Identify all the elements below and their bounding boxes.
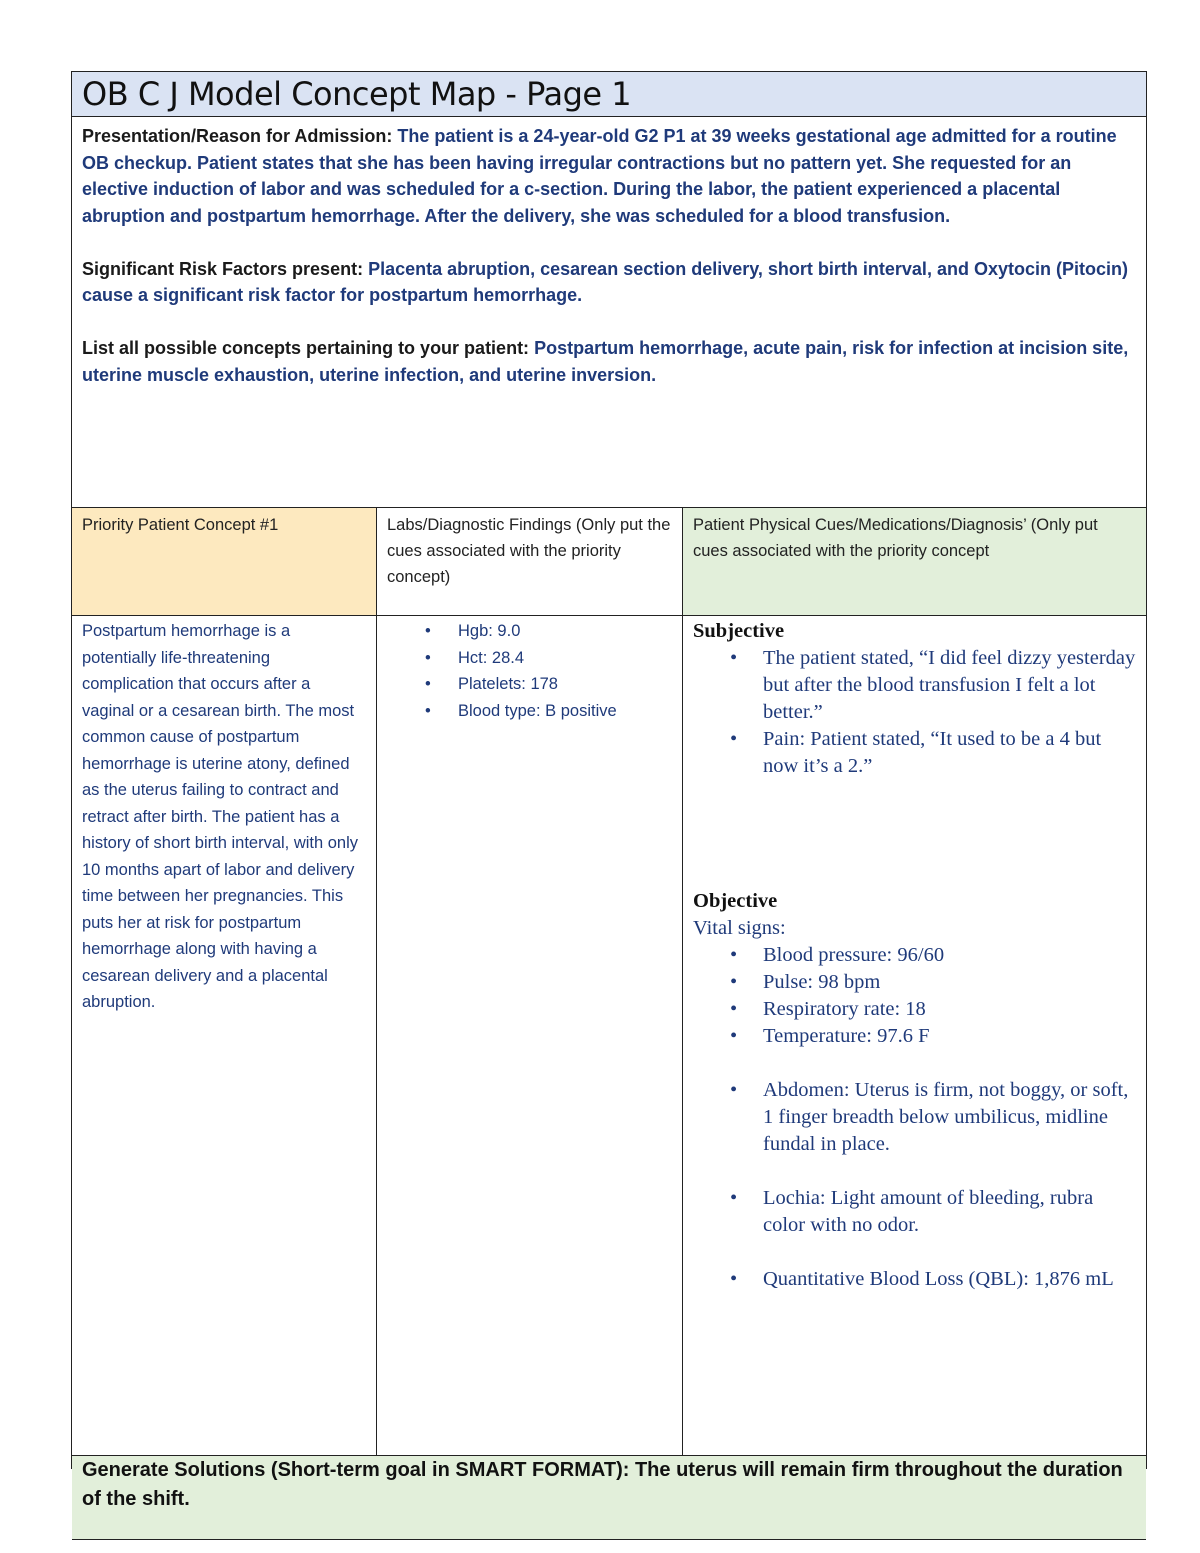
goal-text: The uterus will remain firm throughout the duration of the shift.: [82, 1459, 1123, 1510]
vital-sign: Temperature: 97.6 F: [763, 1025, 930, 1047]
physical-cues-cell: [683, 616, 1146, 1456]
lochia-cue: Lochia: Light amount of bleeding, rubra color with no odor.: [763, 1187, 1094, 1236]
bullet-icon: •: [730, 944, 738, 966]
bullet-icon: •: [730, 1268, 738, 1290]
presentation-paragraph: [82, 123, 1136, 229]
concepts-label: List all possible concepts pertaining to your patient:: [82, 338, 530, 358]
short-term-goal: [82, 1456, 1136, 1514]
lab-value: Hgb: 9.0: [458, 622, 521, 640]
abdomen-list: [693, 1077, 1136, 1158]
list-item: [693, 1077, 1136, 1158]
labs-cell: [377, 616, 683, 1456]
generate-solutions-row: [72, 1456, 1146, 1540]
list-item: [387, 645, 672, 672]
list-item: [693, 969, 1136, 996]
risk-paragraph: [82, 256, 1136, 309]
header-labs: Labs/Diagnostic Findings (Only put the cues associated with the priority concept): [377, 508, 683, 616]
bullet-icon: •: [730, 728, 738, 750]
bullet-icon: •: [730, 1187, 738, 1209]
lab-value: Platelets: 178: [458, 675, 558, 693]
concept-description: Postpartum hemorrhage is a potentially life-threatening complication that occurs after a vaginal or a cesarean birth. The most common cause of postpartum hemorrhage is uterine atony, defined as the uterus failing to contract and retract after birth. The patient has a history of short birth interval, with only 10 months apart of labor and delivery time between her pregnancies. This puts her at risk for postpartum hemorrhage along with having a cesarean delivery and a placental abruption.: [82, 622, 359, 1011]
abdomen-cue: Abdomen: Uterus is firm, not boggy, or soft, 1 finger breadth below umbilicus, midline fundal in place.: [763, 1079, 1129, 1155]
admission-summary: [72, 117, 1146, 508]
objective-heading: Objective: [693, 890, 778, 912]
bullet-icon: •: [730, 1025, 738, 1047]
concepts-text: Postpartum hemorrhage, acute pain, risk for infection at incision site, uterine muscle exhaustion, uterine infection, and uterine inversion.: [82, 338, 1129, 385]
page-title: OB C J Model Concept Map - Page 1: [72, 72, 1146, 117]
bullet-icon: •: [425, 701, 431, 720]
qbl-cue: Quantitative Blood Loss (QBL): 1,876 mL: [763, 1268, 1114, 1290]
priority-concept-cell: [72, 616, 377, 1456]
list-item: [693, 996, 1136, 1023]
list-item: [693, 1023, 1136, 1050]
list-item: [387, 618, 672, 645]
header-priority-concept: Priority Patient Concept #1: [72, 508, 377, 616]
bullet-icon: •: [425, 648, 431, 667]
vitals-list: [693, 942, 1136, 1050]
presentation-label: Presentation/Reason for Admission:: [82, 126, 393, 146]
labs-list: [387, 618, 672, 724]
subjective-cue: Pain: Patient stated, “It used to be a 4 but now it’s a 2.”: [763, 728, 1102, 777]
bullet-icon: •: [425, 675, 431, 693]
list-item: [693, 645, 1136, 726]
presentation-text: The patient is a 24-year-old G2 P1 at 39 weeks gestational age admitted for a routine OB checkup. Patient states that she has been having irregular contractions but no pattern yet. She requested for an elective induction of labor and was scheduled for a c-section. During the labor, the patient experienced a placental abruption and postpartum hemorrhage. After the delivery, she was scheduled for a blood transfusion.: [82, 126, 1117, 226]
vitals-label: Vital signs:: [693, 917, 786, 939]
bullet-icon: •: [730, 1079, 738, 1101]
list-item: [693, 726, 1136, 780]
vital-sign: Blood pressure: 96/60: [763, 944, 945, 966]
bullet-icon: •: [425, 622, 431, 640]
bullet-icon: •: [730, 971, 738, 993]
qbl-list: [693, 1266, 1136, 1293]
header-physical-cues: Patient Physical Cues/Medications/Diagnosis’ (Only put cues associated with the priority concept: [683, 508, 1146, 616]
risk-label: Significant Risk Factors present:: [82, 258, 364, 279]
lochia-list: [693, 1185, 1136, 1239]
concept-map-sheet: [71, 71, 1147, 1510]
list-item: [693, 942, 1136, 969]
risk-text: Placenta abruption, cesarean section delivery, short birth interval, and Oxytocin (Pitocin) cause a significant risk factor for postpartum hemorrhage.: [82, 258, 1128, 305]
subjective-cue: The patient stated, “I did feel dizzy yesterday but after the blood transfusion I felt a lot better.”: [763, 647, 1136, 723]
subjective-heading: Subjective: [693, 620, 785, 642]
lab-value: Hct: 28.4: [458, 648, 525, 667]
list-item: [693, 1185, 1136, 1239]
bullet-icon: •: [730, 998, 738, 1020]
goal-label: Generate Solutions (Short-term goal in SMART FORMAT):: [82, 1459, 630, 1481]
subjective-list: [693, 645, 1136, 780]
vital-sign: Pulse: 98 bpm: [763, 971, 881, 993]
list-item: [387, 671, 672, 698]
vital-sign: Respiratory rate: 18: [763, 998, 926, 1020]
bullet-icon: •: [730, 647, 738, 669]
concepts-paragraph: [82, 335, 1136, 388]
lab-value: Blood type: B positive: [458, 701, 617, 720]
list-item: [693, 1266, 1136, 1293]
list-item: [387, 698, 672, 725]
